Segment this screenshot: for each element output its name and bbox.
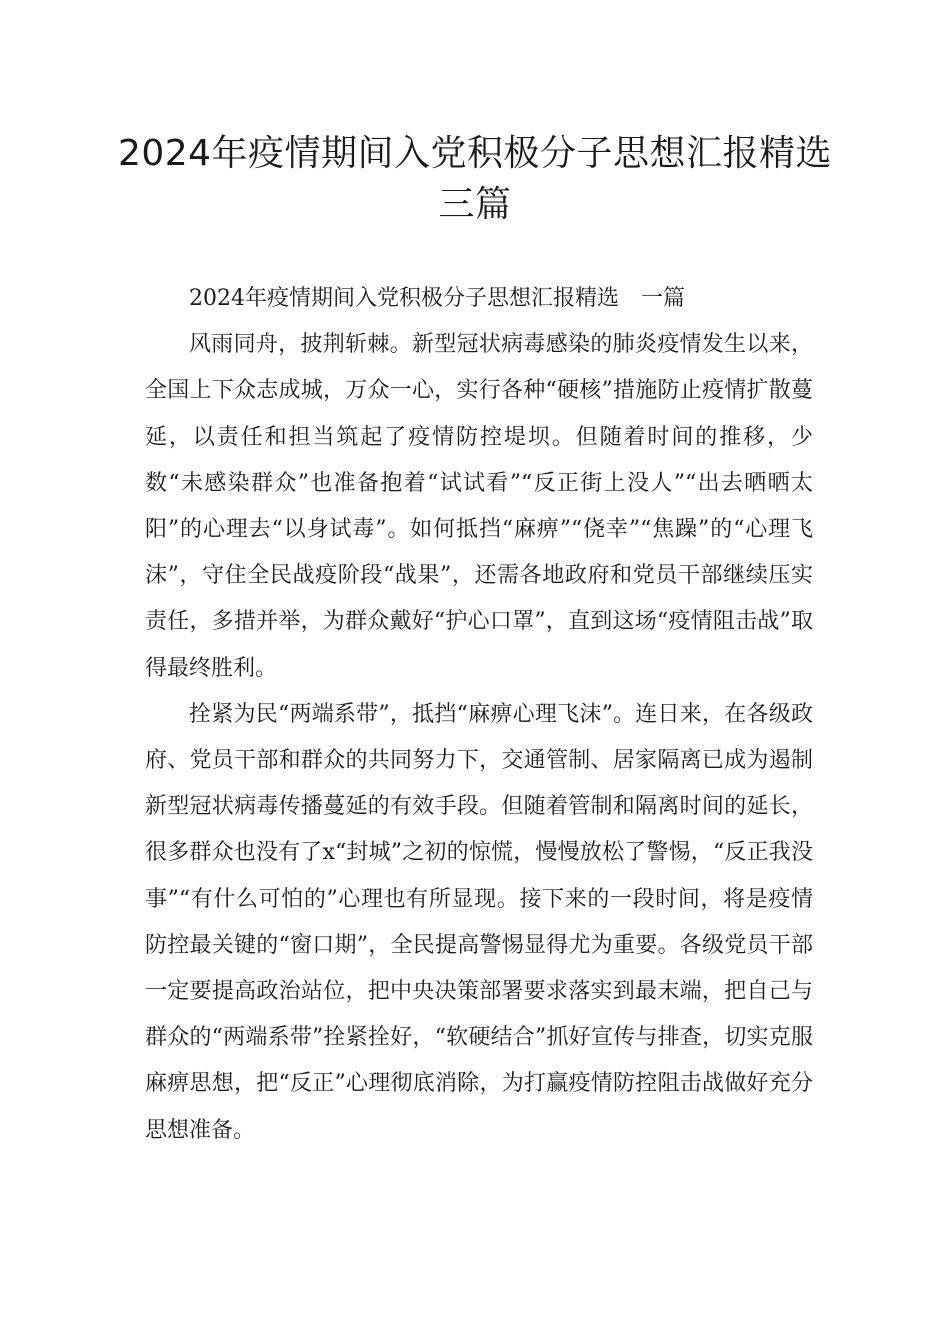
document-title: 2024年疫情期间入党积极分子思想汇报精选三篇 xyxy=(117,133,833,225)
paragraph-1: 风雨同舟，披荆斩棘。新型冠状病毒感染的肺炎疫情发生以来，全国上下众志成城，万众一心，实行各种“硬核”措施防止疫情扩散蔓延，以责任和担当筑起了疫情防控堤坝。但随着时间的推移，少数“未感染群众”也准备抱着“试试看”“反正街上没人”“出去晒晒太阳”的心理去“以身试毒”。如何抵挡“麻痹”“侥幸”“焦躁”的“心理飞沫”，守住全民战疫阶段“战果”，还需各地政府和党员干部继续压实责任，多措并举，为群众戴好“护心口罩”，直到这场“疫情阻击战”取得最终胜利。 xyxy=(145,332,813,681)
document-subtitle: 2024年疫情期间入党积极分子思想汇报精选 一篇 xyxy=(189,286,685,311)
paragraph-2: 拴紧为民“两端系带”，抵挡“麻痹心理飞沫”。连日来，在各级政府、党员干部和群众的共同努力下，交通管制、居家隔离已成为遏制新型冠状病毒传播蔓延的有效手段。但随着管制和隔离时间的延长，很多群众也没有了x“封城”之初的惊慌，慢慢放松了警惕，“反正我没事”“有什么可怕的”心理也有所显现。接下来的一段时间，将是疫情防控最关键的“窗口期”，全民提高警惕显得尤为重要。各级党员干部一定要提高政治站位，把中央决策部署要求落实到最末端，把自己与群众的“两端系带”拴紧拴好，“软硬结合”抓好宣传与排查，切实克服麻痹思想，把“反正”心理彻底消除，为打赢疫情防控阻击战做好充分思想准备。 xyxy=(145,701,813,1143)
document-body xyxy=(145,276,813,1154)
